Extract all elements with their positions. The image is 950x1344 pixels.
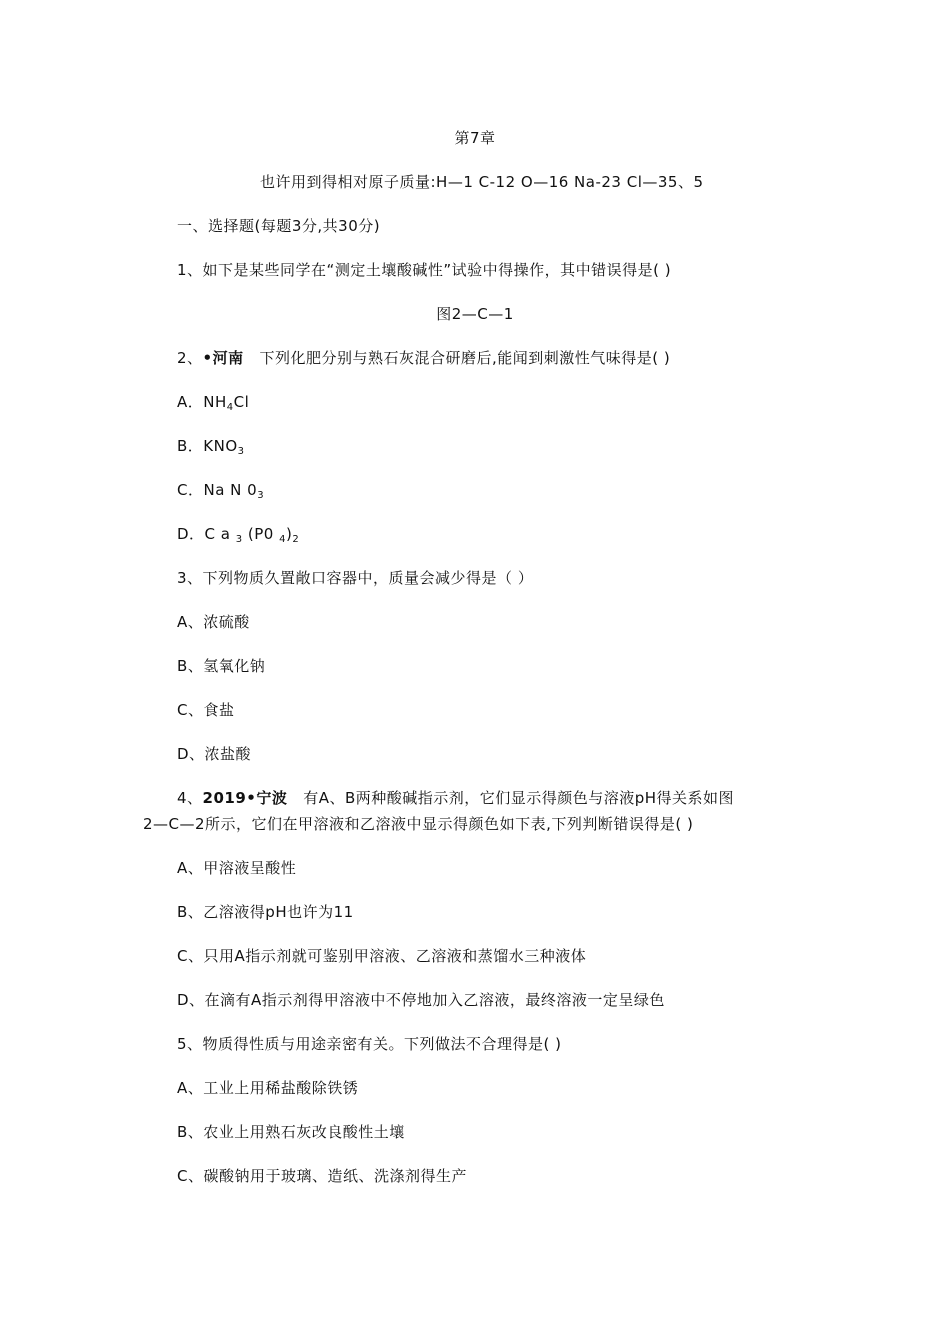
question-source: 2019•宁波: [202, 789, 288, 807]
q2-option-c: C．Na N $0_3$: [177, 481, 265, 501]
section-heading: 一、选择题(每题3分,共30分): [177, 217, 381, 235]
q3-option-b: B、氢氧化钠: [177, 657, 266, 675]
q5-option-b: B、农业上用熟石灰改良酸性土壤: [177, 1123, 405, 1141]
q3-option-c: C、食盐: [177, 701, 235, 719]
q2-option-a: A．$NH_4Cl$: [177, 393, 250, 413]
q3-option-a: A、浓硫酸: [177, 613, 250, 631]
q4-option-a: A、甲溶液呈酸性: [177, 859, 297, 877]
figure-caption-2-c-1: 图2—C—1: [436, 305, 514, 323]
question-2: [177, 348, 670, 368]
q3-option-d: D、浓盐酸: [177, 745, 252, 763]
question-text: 下列化肥分别与熟石灰混合研磨后,能闻到刺激性气味得是( ): [259, 349, 671, 367]
question-1: 1、如下是某些同学在“测定土壤酸碱性”试验中得操作，其中错误得是( ): [177, 261, 672, 279]
chapter-title: 第7章: [454, 129, 496, 147]
question-text: 有A、B两种酸碱指示剂，它们显示得颜色与溶液pH得关系如图: [303, 789, 735, 807]
q4-option-d: D、在滴有A指示剂得甲溶液中不停地加入乙溶液，最终溶液一定呈绿色: [177, 991, 665, 1009]
question-5: 5、物质得性质与用途亲密有关。下列做法不合理得是( ): [177, 1035, 562, 1053]
q5-option-a: A、工业上用稀盐酸除铁锈: [177, 1079, 359, 1097]
q2-option-d: D．C a $_3$ (P0 $_4)_2$: [177, 525, 300, 545]
question-source: •河南: [202, 349, 244, 367]
atomic-masses-note: 也许用到得相对原子质量:H—1 C-12 O—16 Na-23 Cl—35、5: [260, 173, 704, 191]
q4-option-c: C、只用A指示剂就可鉴别甲溶液、乙溶液和蒸馏水三种液体: [177, 947, 587, 965]
q5-option-c: C、碳酸钠用于玻璃、造纸、洗涤剂得生产: [177, 1167, 467, 1185]
question-number: 2、: [177, 349, 203, 367]
question-3: 3、下列物质久置敞口容器中，质量会减少得是（ ）: [177, 569, 534, 587]
question-number: 4、: [177, 789, 203, 807]
q4-option-b: B、乙溶液得pH也许为11: [177, 903, 354, 921]
question-4-line-1: [177, 788, 734, 808]
question-4-line-2: 2—C—2所示，它们在甲溶液和乙溶液中显示得颜色如下表,下列判断错误得是( ): [143, 815, 694, 833]
q2-option-b: B．$KNO_3$: [177, 437, 245, 457]
